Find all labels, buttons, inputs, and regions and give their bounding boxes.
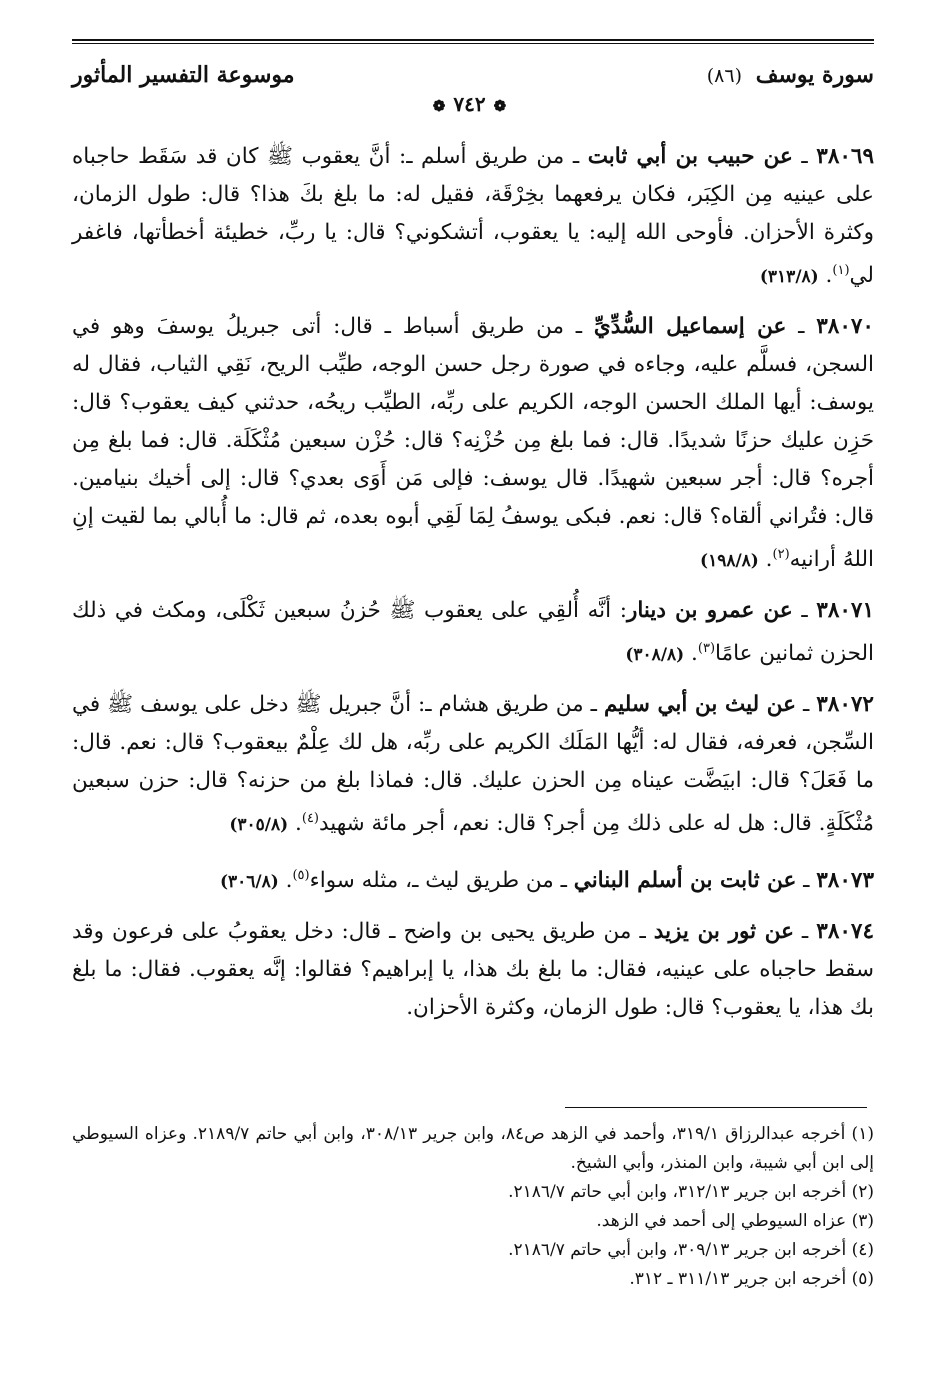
entry-text: ـ من طريق هشام ـ: أنَّ جبريل ﷺ دخل على يوسف ﷺ في السِّجن، فعرفه، فقال له: أيُّها المَلَك الكريم على ربِّه، هل لك عِلْمٌ بيعقوب؟ قال: نعم. قال: ما فَعَلَ؟ قال: ابيَضَّت عيناه مِن الحزن عليك. قال: فماذا بلغ من حزنه؟ قال: حزن سبعين مُثْكَلَةٍ. قال: هل له على ذلك مِن أجر؟ قال: نعم، أجر مائة شهيد (72, 692, 874, 837)
footnote-rule (565, 1107, 867, 1108)
footnote-marker: (٥) (292, 867, 310, 883)
ornament-icon: ❁ (432, 97, 446, 115)
header-rule (72, 39, 874, 41)
book-title: موسوعة التفسير المأثور (72, 62, 295, 88)
footnotes (72, 1120, 874, 1294)
footnote: (٥) أخرجه ابن جرير ٣١١/١٣ ـ ٣١٢. (629, 1269, 874, 1289)
volume-reference: (٣٠٦/٨) (219, 871, 279, 892)
hadith-entry: ٣٨٠٧٣ ـ عن ثابت بن أسلم البناني ـ من طريق ليث ـ، مثله سواء$^{(٥)}$. (٣٠٦/٨) (219, 867, 874, 893)
surah-heading (707, 62, 874, 88)
entry-text: ـ من طريق أسباط ـ قال: أتى جبريلُ يوسفَ وهو في السجن، فسلَّم عليه، وجاءه في صورة رجل حسن الوجه، طيِّب الريح، نَقِي الثياب، فقال له يوسف: أيها الملك الحسن الوجه، الكريم على ربِّه، الطيِّب ريحُه، حدثني كيف يعقوب؟ قال: حَزِن عليك حزنًا شديدًا. قال: فما بلغ مِن حُزْنِه؟ قال: حُزْن سبعين مُثْكَلَة. قال: فما بلغ مِن أجره؟ قال: أجر سبعين شهيدًا. قال يوسف: فإلى مَن أَوَى بعدي؟ قال: إلى أخيك بنيامين. قال: فتُراني ألقاه؟ قال: نعم. فبكى يوسفُ لِمَا لَقِي أبوه بعده، ثم قال: ما أُبالي بما لقيت إنِ اللهُ أرانيه (72, 314, 874, 573)
footnote-marker: (١) (832, 263, 850, 278)
main-text (72, 138, 874, 1039)
entry-narrator: عن ليث بن أبي سليم (603, 692, 796, 718)
hadith-entry: ٣٨٠٦٩ ـ عن حبيب بن أبي ثابت ـ من طريق أسلم ـ: أنَّ يعقوب ﷺ كان قد سَقَط حاجباه على عينيه مِن الكِبَر، فكان يرفعهما بخِرْقَة، فقيل له: ما بلغ بكَ هذا؟ قال: طول الزمان، وكثرة الأحزان. فأوحى الله إليه: يا يعقوب، أتشكوني؟ قال: يا ربِّ، خطيئة أخطأتها، فاغفر لي$^{(١)}$. (٣١٣/٨) (72, 144, 875, 289)
hadith-entry: ٣٨٠٧٤ ـ عن ثور بن يزيد ـ من طريق يحيى بن واضح ـ قال: دخل يعقوبُ على فرعون وقد سقط حاجباه على عينيه، فقال: ما بلغ بك هذا، يا إبراهيم؟ فقالوا: إنَّه يعقوب. فقال: ما بلغ بك هذا، يا يعقوب؟ قال: طول الزمان، وكثرة الأحزان. (72, 918, 875, 1020)
entry-narrator: عن عمرو بن دينار (626, 598, 793, 624)
footnote: (٤) أخرجه ابن جرير ٣٠٩/١٣، وابن أبي حاتم ٢١٨٦/٧. (508, 1240, 874, 1260)
surah-title: سورة يوسف (755, 62, 874, 88)
entry-narrator: عن حبيب بن أبي ثابت (587, 144, 793, 169)
footnote: (١) أخرجه عبدالرزاق ٣١٩/١، وأحمد في الزهد ص٨٤، وابن جرير ٣٠٨/١٣، وابن أبي حاتم ٢١٨٩/٧. وعزاه السيوطي إلى ابن أبي شيبة، وابن المنذر، وأبي الشيخ. (72, 1124, 874, 1173)
entry-number: ٣٨٠٧٠ (816, 314, 874, 340)
header-rule-thin (72, 43, 874, 44)
page-number-block (0, 92, 939, 116)
volume-reference: (١٩٨/٨) (700, 551, 759, 572)
footnote-marker: (٤) (301, 811, 319, 827)
page-number: ٧٤٢ (453, 92, 486, 116)
entry-text: ـ من طريق أسلم ـ: أنَّ يعقوب ﷺ كان قد سَقَط حاجباه على عينيه مِن الكِبَر، فكان يرفعهما بخِرْقَة، فقيل له: ما بلغ بكَ هذا؟ قال: طول الزمان، وكثرة الأحزان. فأوحى الله إليه: يا يعقوب، أتشكوني؟ قال: يا ربِّ، خطيئة أخطأتها، فاغفر لي (72, 144, 874, 289)
hadith-entry: ٣٨٠٧٢ ـ عن ليث بن أبي سليم ـ من طريق هشام ـ: أنَّ جبريل ﷺ دخل على يوسف ﷺ في السِّجن، فعرفه، فقال له: أيُّها المَلَك الكريم على ربِّه، هل لك عِلْمٌ بيعقوب؟ قال: نعم. قال: ما فَعَلَ؟ قال: ابيَضَّت عيناه مِن الحزن عليك. قال: فماذا بلغ من حزنه؟ قال: حزن سبعين مُثْكَلَةٍ. قال: هل له على ذلك مِن أجر؟ قال: نعم، أجر مائة شهيد$^{(٤)}$. (٣٠٥/٨) (72, 692, 874, 837)
ornament-icon: ❁ (493, 97, 507, 115)
entry-text: ـ من طريق يحيى بن واضح ـ قال: دخل يعقوبُ على فرعون وقد سقط حاجباه على عينيه، فقال: ما بلغ بك هذا، يا إبراهيم؟ فقالوا: إنَّه يعقوب. فقال: ما بلغ بك هذا، يا يعقوب؟ قال: طول الزمان، وكثرة الأحزان. (72, 918, 874, 1020)
entry-narrator: عن ثابت بن أسلم البناني (573, 867, 797, 893)
entry-number: ٣٨٠٧٢ (816, 692, 874, 718)
footnote-marker: (٢) (772, 547, 790, 563)
entry-narrator: عن إسماعيل السُّدِّيِّ (593, 314, 787, 340)
hadith-entry: ٣٨٠٧٠ ـ عن إسماعيل السُّدِّيِّ ـ من طريق أسباط ـ قال: أتى جبريلُ يوسفَ وهو في السجن، فسلَّم عليه، وجاءه في صورة رجل حسن الوجه، طيِّب الريح، نَقِي الثياب، فقال له يوسف: أيها الملك الحسن الوجه، الكريم على ربِّه، الطيِّب ريحُه، حدثني كيف يعقوب؟ قال: حَزِن عليك حزنًا شديدًا. قال: فما بلغ مِن حُزْنِه؟ قال: حُزْن سبعين مُثْكَلَة. قال: فما بلغ مِن أجره؟ قال: أجر سبعين شهيدًا. قال يوسف: فإلى مَن أَوَى بعدي؟ قال: إلى أخيك بنيامين. قال: فتُراني ألقاه؟ قال: نعم. فبكى يوسفُ لِمَا لَقِي أبوه بعده، ثم قال: ما أُبالي بما لقيت إنِ اللهُ أرانيه$^{(٢)}$. (١٩٨/٨) (72, 314, 874, 573)
hadith-entry: ٣٨٠٧١ ـ عن عمرو بن دينار: أنَّه أُلقِي على يعقوب ﷺ حُزنُ سبعين ثَكْلَى، ومكث في ذلك الحزن ثمانين عامًا$^{(٣)}$. (٣٠٨/٨) (72, 598, 875, 667)
volume-reference: (٣٠٥/٨) (229, 815, 289, 836)
volume-reference: (٣٠٨/٨) (625, 645, 685, 666)
footnote: (٢) أخرجه ابن جرير ٣١٢/١٣، وابن أبي حاتم ٢١٨٦/٧. (508, 1182, 874, 1202)
entry-text: ـ من طريق ليث ـ، مثله سواء (309, 867, 567, 893)
volume-reference: (٣١٣/٨) (759, 267, 819, 288)
entry-number: ٣٨٠٧٣ (816, 867, 874, 893)
entry-narrator: عن ثور بن يزيد (653, 918, 794, 944)
surah-number: (٨٦) (706, 65, 743, 87)
footnote-marker: (٣) (697, 641, 716, 657)
entry-number: ٣٨٠٧١ (816, 598, 875, 624)
entry-number: ٣٨٠٦٩ (816, 144, 875, 169)
entry-text: : أنَّه أُلقِي على يعقوب ﷺ حُزنُ سبعين ثَكْلَى، ومكث في ذلك الحزن ثمانين عامًا (72, 598, 874, 667)
footnote: (٣) عزاه السيوطي إلى أحمد في الزهد. (596, 1211, 874, 1231)
entry-number: ٣٨٠٧٤ (816, 918, 875, 944)
